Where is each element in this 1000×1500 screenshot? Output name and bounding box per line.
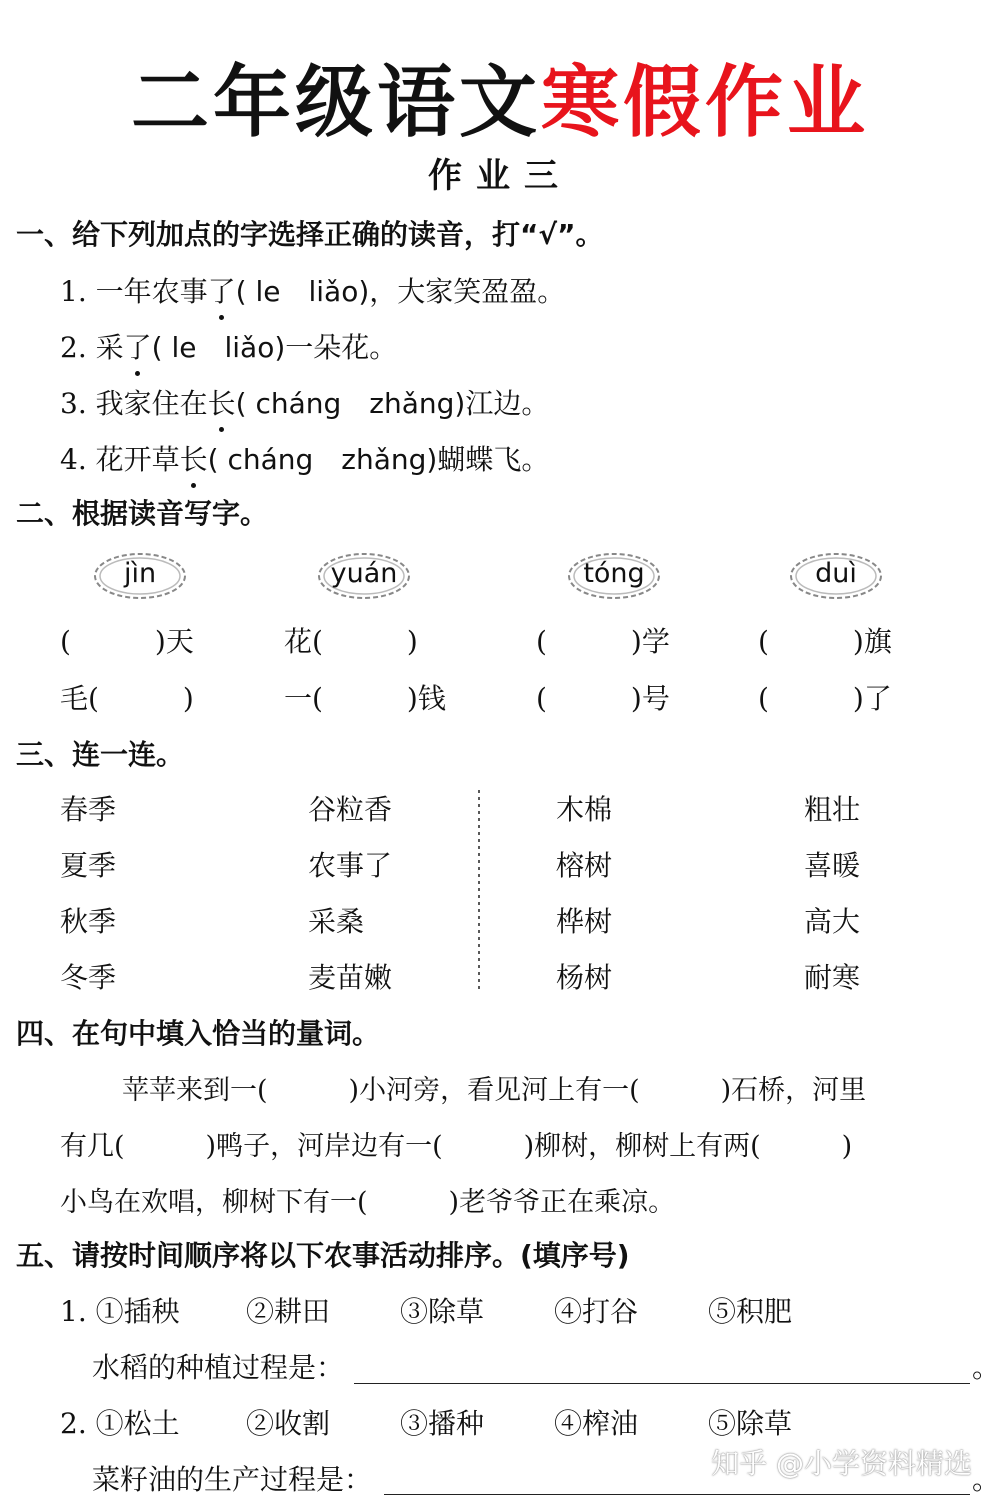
section-2-heading: 二、根据读音写字。	[16, 497, 269, 530]
s3-col1-1: 春季	[60, 793, 117, 826]
s5-q2-item-4: ④榨油	[554, 1407, 639, 1440]
s2-row1-a: ( )天	[60, 625, 194, 658]
s5-q2-item-5: ⑤除草	[708, 1407, 793, 1440]
answer-line-1[interactable]	[354, 1383, 970, 1384]
s3-col3-3: 桦树	[556, 905, 613, 938]
s3-col2-4: 麦苗嫩	[308, 961, 393, 994]
dotted-char: 了	[208, 270, 236, 310]
s2-row1-c: ( )学	[536, 625, 670, 658]
title-black: 二年级语文	[130, 58, 541, 148]
s2-row2-c: ( )号	[536, 682, 670, 715]
s5-q1-item-2: ②耕田	[246, 1295, 331, 1328]
s3-col4-4: 耐寒	[804, 961, 861, 994]
s3-col3-2: 榕树	[556, 849, 613, 882]
s1-item-1: 1. 一年农事了( le liǎo)，大家笑盈盈。	[60, 270, 565, 310]
section-5-heading: 五、请按时间顺序将以下农事活动排序。(填序号)	[16, 1239, 630, 1272]
s5-q2-item-3: ③播种	[400, 1407, 485, 1440]
s2-row2-a: 毛( )	[60, 682, 194, 715]
pinyin-oval-3	[566, 550, 662, 602]
dotted-char: 长	[180, 438, 208, 478]
end-mark-1: 。	[972, 1351, 1000, 1384]
s1-item-4: 4. 花开草长( cháng zhǎng)蝴蝶飞。	[60, 438, 549, 478]
s5-q2-item-1: 2. ①松土	[60, 1407, 180, 1440]
s5-q1-item-1: 1. ①插秧	[60, 1295, 180, 1328]
s5-q2-prompt: 菜籽油的生产过程是：	[92, 1463, 373, 1496]
dashed-divider	[477, 790, 481, 990]
s3-col1-2: 夏季	[60, 849, 117, 882]
s5-q2-item-2: ②收割	[246, 1407, 331, 1440]
s5-q1-item-4: ④打谷	[554, 1295, 639, 1328]
s3-col2-1: 谷粒香	[308, 793, 393, 826]
section-4-heading: 四、在句中填入恰当的量词。	[16, 1017, 381, 1050]
section-3-heading: 三、连一连。	[16, 738, 185, 771]
s1-item-3: 3. 我家住在长( cháng zhǎng)江边。	[60, 382, 549, 422]
subtitle: 作业三	[428, 156, 572, 196]
s3-col2-2: 农事了	[308, 849, 393, 882]
s2-row1-d: ( )旗	[758, 625, 892, 658]
s5-q1-item-5: ⑤积肥	[708, 1295, 793, 1328]
pinyin-text: tóng	[583, 558, 645, 589]
pinyin-text: jìn	[123, 558, 157, 589]
s2-row2-d: ( )了	[758, 682, 892, 715]
end-mark-2: 。	[972, 1463, 1000, 1496]
s4-line-3: 小鸟在欢唱，柳树下有一( )老爷爷正在乘凉。	[60, 1187, 676, 1218]
s4-line-1: 苹苹来到一( )小河旁，看见河上有一( )石桥，河里	[122, 1075, 867, 1106]
s3-col4-3: 高大	[804, 905, 861, 938]
page-title	[0, 58, 1000, 148]
pinyin-text: duì	[815, 558, 857, 589]
s2-row1-b: 花( )	[284, 625, 418, 658]
s4-line-2: 有几( )鸭子，河岸边有一( )柳树，柳树上有两( )	[60, 1131, 853, 1162]
pinyin-text: yuán	[330, 558, 398, 589]
s3-col3-1: 木棉	[556, 793, 613, 826]
s3-col4-1: 粗壮	[804, 793, 861, 826]
s5-q1-item-3: ③除草	[400, 1295, 485, 1328]
watermark: 知乎 @小学资料精选	[711, 1447, 972, 1480]
s3-col4-2: 喜暖	[804, 849, 861, 882]
title-red: 寒假作业	[541, 58, 870, 148]
pinyin-oval-2	[316, 550, 412, 602]
s2-row2-b: 一( )钱	[284, 682, 446, 715]
dotted-char: 了	[124, 326, 152, 366]
pinyin-oval-4	[788, 550, 884, 602]
answer-line-2[interactable]	[384, 1494, 970, 1495]
dotted-char: 长	[208, 382, 236, 422]
section-1-heading: 一、给下列加点的字选择正确的读音，打“√”。	[16, 218, 604, 251]
pinyin-oval-1	[92, 550, 188, 602]
s3-col1-3: 秋季	[60, 905, 117, 938]
s3-col3-4: 杨树	[556, 961, 613, 994]
s3-col1-4: 冬季	[60, 961, 117, 994]
s5-q1-prompt: 水稻的种植过程是：	[92, 1351, 345, 1384]
s3-col2-3: 采桑	[308, 905, 365, 938]
s1-item-2: 2. 采了( le liǎo)一朵花。	[60, 326, 397, 366]
